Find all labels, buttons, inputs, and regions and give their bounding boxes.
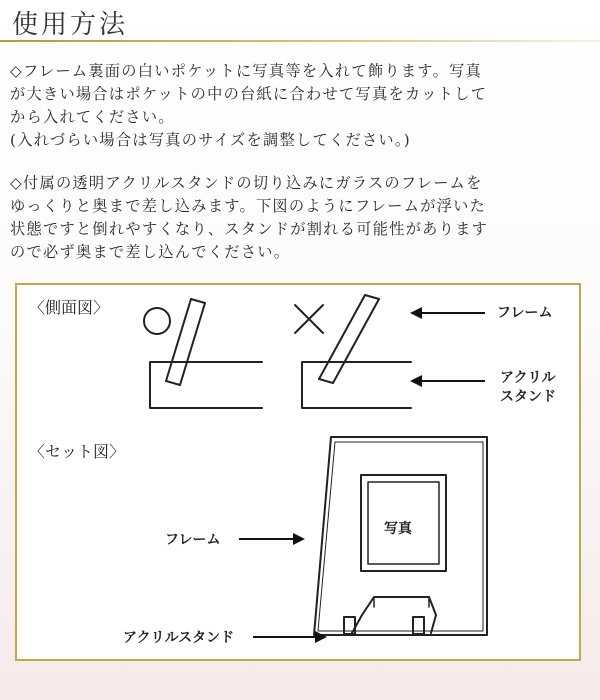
paragraph-2-line: 状態ですと倒れやすくなり、スタンドが割れる可能性があります xyxy=(10,220,489,238)
set-frame-label: フレーム xyxy=(165,532,221,548)
title-underline xyxy=(0,40,600,42)
wrong-frame-floating xyxy=(319,295,379,383)
correct-mark-icon xyxy=(144,308,170,334)
paragraph-2-line: ◇付属の透明アクリルスタンドの切り込みにガラスのフレームを xyxy=(10,174,483,192)
paragraph-1-line: ◇フレーム裏面の白いポケットに写真等を入れて飾ります。写真 xyxy=(10,62,483,80)
diagram-illustration xyxy=(17,285,579,659)
correct-frame-inserted xyxy=(166,299,205,385)
paragraph-2-line: ゆっくりと奥まで差し込みます。下図のようにフレームが浮いた xyxy=(10,197,487,215)
instruction-paragraph-1 xyxy=(10,60,590,152)
page-title: 使用方法 xyxy=(12,10,129,40)
paragraph-2-line: ので必ず奥まで差し込んでください。 xyxy=(10,243,291,261)
set-view-label: 〈セット図〉 xyxy=(29,442,126,461)
set-acrylic-label: アクリルスタンド xyxy=(123,630,235,646)
paragraph-1-line: から入れてください。 xyxy=(10,108,175,126)
paragraph-1-line: が大きい場合はポケットの中の台紙に合わせて写真をカットして xyxy=(10,85,488,103)
frame-label: フレーム xyxy=(497,305,553,321)
usage-diagram xyxy=(15,283,581,661)
acrylic-label-line1: アクリル xyxy=(500,370,556,386)
instruction-paragraph-2 xyxy=(10,172,590,264)
photo-label: 写真 xyxy=(384,521,412,537)
acrylic-label-line2: スタンド xyxy=(500,389,556,405)
correct-stand-outline xyxy=(150,362,262,408)
wrong-mark-icon xyxy=(295,305,323,333)
paragraph-1-line: (入れづらい場合は写真のサイズを調整してください。) xyxy=(10,131,412,149)
wrong-stand-outline xyxy=(302,362,411,408)
side-view-label: 〈側面図〉 xyxy=(29,298,110,317)
